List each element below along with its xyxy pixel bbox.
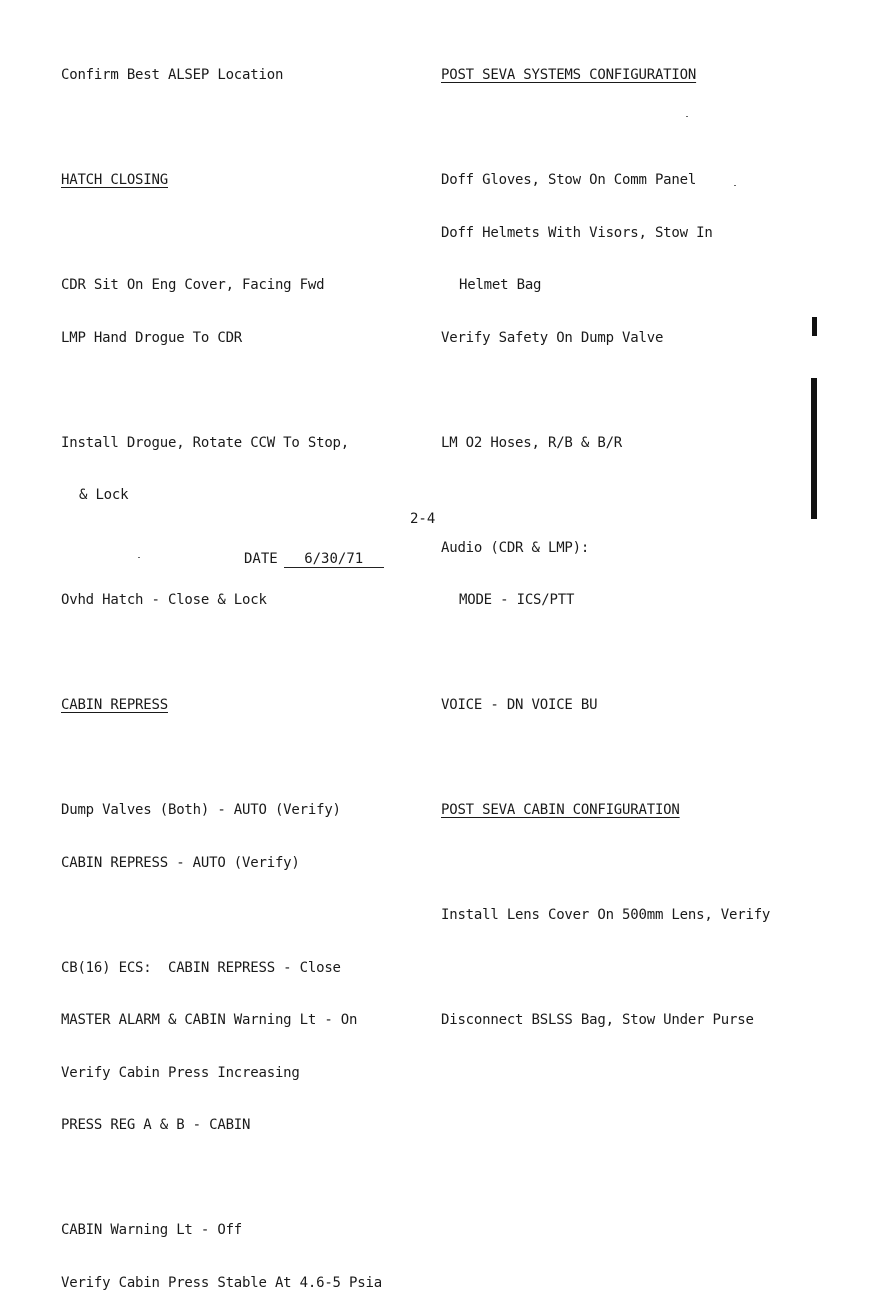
hatch-step-install-drogue: Install Drogue, Rotate CCW To Stop,: [61, 434, 350, 451]
repress-step-warning-off: CABIN Warning Lt - Off: [61, 1222, 243, 1238]
systems-config-heading: POST SEVA SYSTEMS CONFIGURATION: [441, 67, 697, 83]
hatch-step-lmp-hand-drogue: LMP Hand Drogue To CDR: [61, 329, 243, 346]
confirm-alsep-step: Confirm Best ALSEP Location: [61, 67, 284, 83]
scan-speck: [138, 557, 140, 558]
systems-step-dump-valve: Verify Safety On Dump Valve: [441, 329, 664, 346]
date-value: 6/30/71: [284, 551, 384, 568]
repress-step-master-alarm: MASTER ALARM & CABIN Warning Lt - On: [61, 1012, 358, 1028]
cabin-repress-heading: CABIN REPRESS: [61, 697, 168, 713]
repress-step-press-reg: PRESS REG A & B - CABIN: [61, 1117, 251, 1133]
repress-step-dump-valves: Dump Valves (Both) - AUTO (Verify): [61, 802, 341, 818]
hatch-step-install-drogue-cont: & Lock: [79, 487, 129, 503]
scan-speck: [734, 185, 736, 186]
scan-speck: [686, 116, 688, 117]
systems-step-doff-gloves: Doff Gloves, Stow On Comm Panel: [441, 172, 697, 188]
hatch-step-ovhd-hatch: Ovhd Hatch - Close & Lock: [61, 592, 267, 608]
repress-step-verify-stable: Verify Cabin Press Stable At 4.6-5 Psia: [61, 1274, 382, 1291]
cabin-step-bslss-bag: Disconnect BSLSS Bag, Stow Under Purse: [441, 1012, 754, 1028]
left-column: [61, 32, 421, 1308]
hatch-step-cdr-sit: CDR Sit On Eng Cover, Facing Fwd: [61, 277, 325, 293]
systems-step-helmet-bag: Helmet Bag: [459, 277, 542, 293]
date-block: [244, 550, 384, 568]
page-number: 2-4: [410, 511, 436, 527]
cabin-step-lens-cover: Install Lens Cover On 500mm Lens, Verify: [441, 907, 771, 923]
cabin-config-heading: POST SEVA CABIN CONFIGURATION: [441, 802, 680, 818]
revision-bar-small: [812, 317, 817, 336]
systems-step-voice: VOICE - DN VOICE BU: [441, 697, 598, 713]
right-column: [441, 32, 811, 1065]
systems-step-o2-hoses: LM O2 Hoses, R/B & B/R: [441, 434, 623, 451]
repress-step-cb16: CB(16) ECS: CABIN REPRESS - Close: [61, 959, 341, 976]
repress-step-verify-increasing: Verify Cabin Press Increasing: [61, 1064, 300, 1081]
systems-step-doff-helmets: Doff Helmets With Visors, Stow In: [441, 224, 713, 241]
systems-step-audio: Audio (CDR & LMP):: [441, 539, 590, 556]
revision-bar-large: [811, 378, 817, 519]
systems-step-audio-mode: MODE - ICS/PTT: [459, 592, 575, 608]
repress-step-cabin-repress-auto: CABIN REPRESS - AUTO (Verify): [61, 854, 300, 871]
date-label: DATE: [244, 551, 278, 567]
hatch-closing-heading: HATCH CLOSING: [61, 172, 168, 188]
